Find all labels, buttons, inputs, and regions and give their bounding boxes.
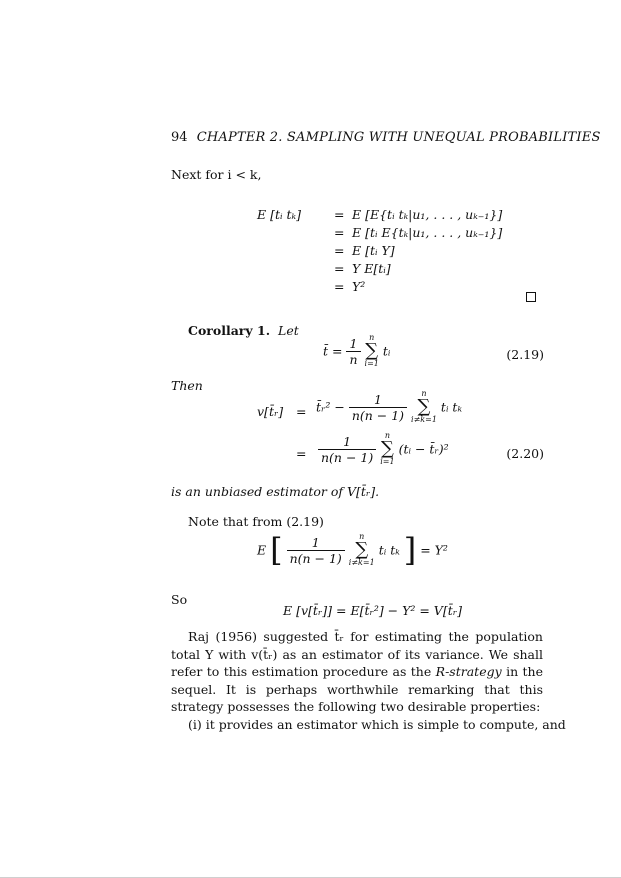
corollary-heading bbox=[188, 323, 299, 338]
fraction-numerator: 1 bbox=[346, 336, 360, 352]
note-text: Note that from (2.19) bbox=[188, 514, 324, 529]
left-bracket: [ bbox=[270, 531, 283, 569]
estimator-eq-2: = bbox=[296, 446, 307, 461]
list-item-1: (i) it provides an estimator which is simple to compute, and bbox=[188, 717, 566, 732]
fraction bbox=[287, 535, 345, 566]
tbar-lhs: t̄ = bbox=[323, 343, 343, 359]
fraction-denominator: n(n − 1) bbox=[351, 407, 405, 423]
derivation-eq-1: = bbox=[334, 207, 345, 222]
body-paragraph bbox=[171, 628, 543, 716]
estimator-line-2 bbox=[318, 432, 449, 466]
fraction bbox=[318, 434, 376, 465]
sigma-symbol: ∑ bbox=[355, 539, 369, 560]
r-strategy-term: R-strategy bbox=[435, 664, 502, 679]
estimator-line1-prefix: t̄ᵣ² − bbox=[316, 399, 345, 415]
equation-number-2-19: (2.19) bbox=[506, 347, 544, 362]
derivation-step: Y E[tᵢ] bbox=[352, 261, 391, 276]
sum-term: tᵢ bbox=[382, 343, 391, 359]
fraction-numerator: 1 bbox=[349, 392, 407, 408]
sum-upper: n bbox=[384, 431, 390, 440]
expectation-rhs: = Y² bbox=[420, 542, 448, 558]
unbiased-statement: is an unbiased estimator of V[t̄ᵣ]. bbox=[171, 484, 380, 499]
summation bbox=[411, 390, 437, 424]
equation-2-19 bbox=[323, 334, 390, 368]
summation bbox=[349, 533, 375, 567]
sigma-symbol: ∑ bbox=[380, 438, 394, 459]
expectation-equation bbox=[257, 533, 448, 567]
estimator-lhs: v[t̄ᵣ] bbox=[257, 404, 284, 419]
running-title: CHAPTER 2. SAMPLING WITH UNEQUAL PROBABILITIES bbox=[196, 130, 601, 145]
derivation-eq-3: = bbox=[334, 243, 345, 258]
derivation-eq-5: = bbox=[334, 279, 345, 294]
sum-lower: i=1 bbox=[364, 359, 379, 368]
summation bbox=[380, 432, 394, 466]
sum-lower: i≠k=1 bbox=[348, 558, 375, 567]
then-text: Then bbox=[171, 378, 203, 393]
fraction bbox=[349, 392, 407, 423]
derivation-step: Y² bbox=[352, 279, 366, 294]
sigma-symbol: ∑ bbox=[417, 396, 431, 417]
paragraph-text-a: Raj (1956) suggested t̄ᵣ for estimating the population total Y with v(t̄ᵣ) as an estimator of its variance. We shall refer to this estimation procedure as the bbox=[171, 629, 543, 679]
estimator-eq-1: = bbox=[296, 404, 307, 419]
intro-text: Next for i < k, bbox=[171, 167, 262, 182]
paragraph-text-b: in the sequel. It is perhaps worthwhile remarking that this strategy possesses the following two desirable properties: bbox=[171, 664, 544, 714]
derivation-step: E [E{tᵢ tₖ|u₁, . . . , uₖ₋₁}] bbox=[352, 207, 503, 222]
derivation-step: E [tᵢ E{tₖ|u₁, . . . , uₖ₋₁}] bbox=[352, 225, 503, 240]
fraction bbox=[346, 336, 360, 367]
derivation-eq-4: = bbox=[334, 261, 345, 276]
right-bracket: ] bbox=[403, 531, 417, 569]
fraction-numerator: 1 bbox=[318, 434, 376, 450]
sigma-symbol: ∑ bbox=[365, 340, 379, 361]
sum-upper: n bbox=[359, 532, 365, 541]
summation bbox=[365, 334, 379, 368]
sum-upper: n bbox=[421, 389, 427, 398]
sum-term: (tᵢ − t̄ᵣ)² bbox=[398, 441, 449, 457]
so-equation: E [v[t̄ᵣ]] = E[t̄ᵣ²] − Y² = V[t̄ᵣ] bbox=[283, 603, 462, 618]
corollary-label: Corollary 1. bbox=[188, 323, 271, 338]
fraction-denominator: n(n − 1) bbox=[321, 449, 374, 465]
qed-box bbox=[526, 292, 536, 302]
sum-term: tᵢ tₖ bbox=[378, 542, 400, 558]
so-text: So bbox=[171, 592, 188, 607]
page-number: 94 bbox=[171, 130, 188, 145]
derivation-lhs: E [tᵢ tₖ] bbox=[257, 207, 301, 222]
corollary-let: Let bbox=[278, 323, 299, 338]
equation-number-2-20: (2.20) bbox=[506, 446, 544, 461]
fraction-denominator: n bbox=[349, 351, 358, 367]
fraction-denominator: n(n − 1) bbox=[289, 550, 342, 566]
sum-lower: i=1 bbox=[380, 457, 395, 466]
fraction-numerator: 1 bbox=[287, 535, 345, 551]
derivation-eq-2: = bbox=[334, 225, 345, 240]
sum-lower: i≠k=1 bbox=[411, 415, 437, 424]
page-header bbox=[171, 130, 601, 145]
estimator-line-1 bbox=[316, 390, 462, 424]
sum-term: tᵢ tₖ bbox=[440, 399, 463, 415]
expectation-E: E bbox=[257, 542, 267, 558]
derivation-step: E [tᵢ Y] bbox=[352, 243, 395, 258]
sum-upper: n bbox=[369, 333, 375, 342]
